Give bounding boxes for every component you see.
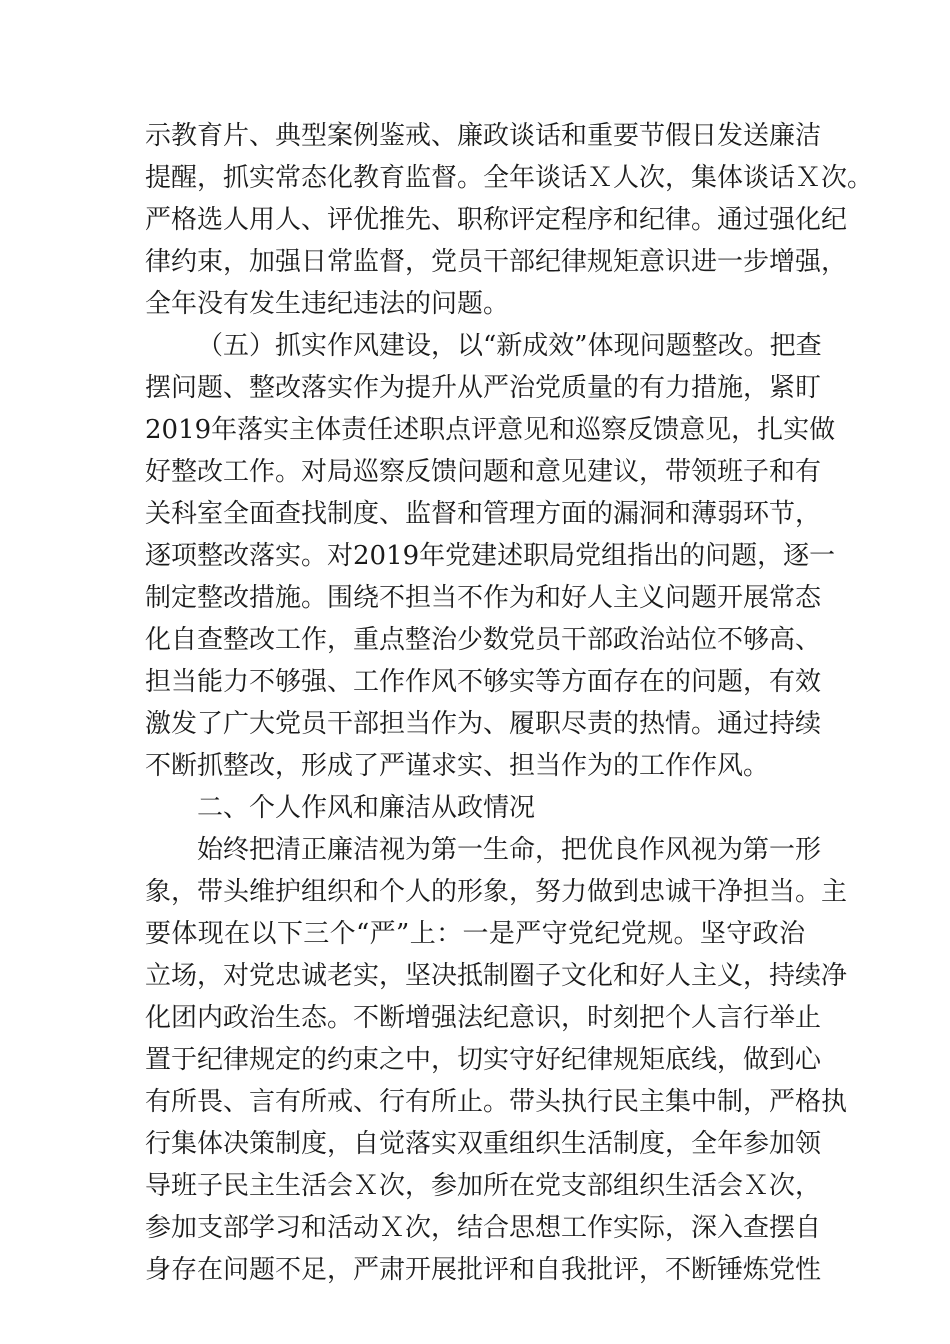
text-line: 置于纪律规定的约束之中，切实守好纪律规矩底线，做到心 — [145, 1045, 822, 1075]
text-line: 身存在问题不足，严肃开展批评和自我批评，不断锤炼党性 — [145, 1255, 822, 1285]
text-line: 化自查整改工作，重点整治少数党员干部政治站位不够高、 — [145, 625, 822, 655]
text-line: 示教育片、典型案例鉴戒、廉政谈话和重要节假日发送廉洁 — [145, 121, 822, 151]
text-line: 关科室全面查找制度、监督和管理方面的漏洞和薄弱环节， — [145, 499, 822, 529]
section-heading-five: （五）抓实作风建设，以“新成效”体现问题整改。把查 — [197, 331, 822, 361]
text-line: 要体现在以下三个“严”上：一是严守党纪党规。坚守政治 — [145, 919, 805, 949]
text-line: 担当能力不够强、工作作风不够实等方面存在的问题，有效 — [145, 667, 822, 697]
text-line: 2019年落实主体责任述职点评意见和巡察反馈意见，扎实做 — [145, 415, 836, 445]
text-line: 不断抓整改，形成了严谨求实、担当作为的工作作风。 — [145, 751, 770, 781]
text-line: 参加支部学习和活动Ｘ次，结合思想工作实际，深入查摆自 — [145, 1213, 822, 1243]
text-line: 象，带头维护组织和个人的形象，努力做到忠诚干净担当。主 — [145, 877, 848, 907]
text-line: 摆问题、整改落实作为提升从严治党质量的有力措施，紧盯 — [145, 373, 822, 403]
text-line: 导班子民主生活会Ｘ次，参加所在党支部组织生活会Ｘ次， — [145, 1171, 822, 1201]
text-line: 严格选人用人、评优推先、职称评定程序和纪律。通过强化纪 — [145, 205, 848, 235]
text-line: 全年没有发生违纪违法的问题。 — [145, 289, 510, 319]
text-line: 始终把清正廉洁视为第一生命，把优良作风视为第一形 — [197, 835, 822, 865]
text-line: 律约束，加强日常监督，党员干部纪律规矩意识进一步增强， — [145, 247, 848, 277]
text-line: 制定整改措施。围绕不担当不作为和好人主义问题开展常态 — [145, 583, 822, 613]
text-line: 行集体决策制度，自觉落实双重组织生活制度，全年参加领 — [145, 1129, 822, 1159]
text-line: 化团内政治生态。不断增强法纪意识，时刻把个人言行举止 — [145, 1003, 822, 1033]
text-line: 立场，对党忠诚老实，坚决抵制圈子文化和好人主义，持续净 — [145, 961, 848, 991]
text-line: 有所畏、言有所戒、行有所止。带头执行民主集中制，严格执 — [145, 1087, 848, 1117]
text-line: 好整改工作。对局巡察反馈问题和意见建议，带领班子和有 — [145, 457, 822, 487]
text-line: 激发了广大党员干部担当作为、履职尽责的热情。通过持续 — [145, 709, 822, 739]
section-heading-two: 二、个人作风和廉洁从政情况 — [197, 793, 536, 823]
text-line: 提醒，抓实常态化教育监督。全年谈话Ｘ人次，集体谈话Ｘ次。 — [145, 163, 874, 193]
text-line: 逐项整改落实。对2019年党建述职局党组指出的问题，逐一 — [145, 541, 836, 571]
